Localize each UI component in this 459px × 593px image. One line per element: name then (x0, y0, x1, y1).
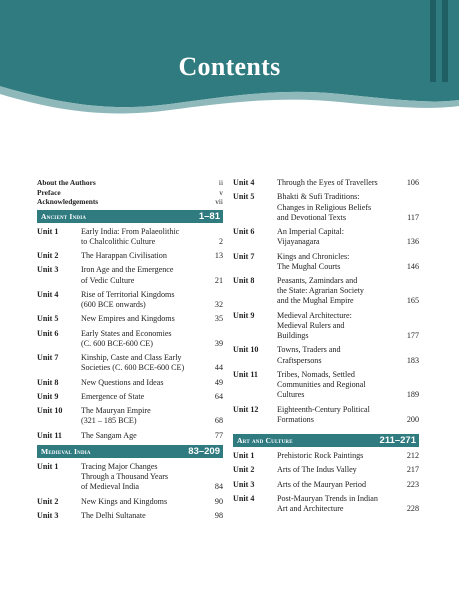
unit-title: New Questions and Ideas (81, 377, 164, 387)
unit-title: Tracing Major Changes Through a Thousand Years of Medieval India (81, 461, 169, 492)
unit-title: Bhakti & Sufi Traditions: Changes in Religious Beliefs and Devotional Texts (277, 192, 372, 222)
unit-title: The Sangam Age (81, 430, 137, 440)
toc-entry[interactable] (233, 311, 419, 342)
page-number: 212 (406, 451, 419, 461)
front-matter-item[interactable] (37, 178, 223, 188)
unit-title: New Empires and Kingdoms (81, 314, 175, 324)
unit-number: Unit 8 (37, 377, 59, 387)
unit-title: Emergence of State (81, 391, 145, 401)
unit-title: An Imperial Capital: Vijayanagara (277, 227, 344, 247)
page-number: 64 (214, 391, 223, 401)
unit-number: Unit 9 (37, 391, 59, 401)
toc-entry[interactable] (37, 227, 223, 247)
section-title: Ancient India (41, 211, 87, 221)
page-number: 84 (214, 482, 223, 492)
section-page-range: 83–209 (188, 445, 220, 457)
unit-number: Unit 1 (37, 461, 59, 471)
page-number: 32 (214, 300, 223, 309)
page-number: 21 (214, 275, 223, 285)
unit-title: Arts of The Indus Valley (277, 465, 357, 475)
unit-number: Unit 4 (233, 494, 255, 503)
unit-title: Tribes, Nomads, Settled Communities and Regional Cultures (277, 369, 366, 400)
page-number: 189 (406, 390, 419, 400)
unit-number: Unit 8 (233, 276, 255, 285)
unit-number: Unit 6 (233, 227, 255, 236)
section-header-ancient-india[interactable] (37, 210, 223, 223)
front-matter-label: Acknowledgements (37, 197, 99, 206)
toc-right-column (233, 178, 419, 519)
unit-title: Post-Mauryan Trends in Indian Art and Architecture (277, 494, 378, 514)
toc-entry[interactable] (37, 378, 223, 388)
toc-entry[interactable] (233, 451, 419, 461)
page-number: 165 (406, 296, 419, 306)
unit-number: Unit 12 (233, 404, 259, 414)
toc-left-column (37, 178, 223, 525)
page-number: 98 (214, 510, 223, 520)
toc-entry[interactable] (233, 465, 419, 475)
unit-number: Unit 7 (233, 251, 255, 261)
unit-number: Unit 9 (233, 310, 255, 320)
unit-title: The Mauryan Empire (321 – 185 BCE) (81, 406, 151, 426)
toc-entry[interactable] (233, 345, 419, 365)
page-number: 2 (218, 236, 223, 246)
page-number: 217 (406, 465, 419, 475)
unit-title: Kings and Chronicles: The Mughal Courts (277, 251, 350, 271)
unit-number: Unit 7 (37, 353, 59, 363)
section-header-art-and-culture[interactable] (233, 434, 419, 447)
unit-title: Eighteenth-Century Political Formations (277, 404, 370, 424)
toc-entry[interactable] (37, 353, 223, 373)
page-number: 49 (214, 377, 223, 387)
unit-title: Early States and Economies (C. 600 BCE-600 CE) (81, 328, 172, 348)
unit-number: Unit 11 (37, 430, 62, 440)
page-number: 146 (406, 261, 419, 271)
toc-entry[interactable] (37, 497, 223, 507)
art-unit-list (233, 451, 419, 514)
unit-title: Medieval Architecture: Medieval Rulers and Buildings (277, 310, 352, 341)
toc-entry[interactable] (233, 227, 419, 247)
page-number: vii (215, 197, 223, 206)
unit-title: The Harappan Civilisation (81, 251, 167, 260)
toc-entry[interactable] (37, 392, 223, 402)
unit-title: Through the Eyes of Travellers (277, 178, 378, 187)
unit-number: Unit 10 (233, 345, 259, 355)
unit-number: Unit 1 (37, 226, 59, 236)
toc-entry[interactable] (37, 314, 223, 324)
header-banner (0, 0, 459, 120)
unit-number: Unit 3 (37, 265, 59, 275)
toc-entry[interactable] (233, 370, 419, 401)
unit-title: Peasants, Zamindars and the State: Agrarian Society and the Mughal Empire (277, 276, 364, 306)
toc-entry[interactable] (37, 265, 223, 285)
page-number: 35 (214, 314, 223, 324)
unit-number: Unit 4 (37, 289, 59, 299)
page-number: 90 (214, 496, 223, 506)
ancient-unit-list (37, 227, 223, 441)
page-number: 106 (406, 178, 419, 187)
toc-entry[interactable] (233, 405, 419, 425)
unit-number: Unit 2 (37, 251, 59, 260)
unit-title: Early India: From Palaeolithic to Chalcolithic Culture (81, 226, 180, 246)
page-number: 77 (214, 430, 223, 440)
unit-number: Unit 5 (37, 314, 59, 324)
toc-entry[interactable] (233, 192, 419, 223)
unit-title: Prehistoric Rock Paintings (277, 451, 364, 461)
unit-title: Rise of Territorial Kingdoms (600 BCE onwards) (81, 289, 175, 309)
unit-title: Towns, Traders and Craftspersons (277, 345, 341, 365)
unit-title: Kinship, Caste and Class Early Societies (C. 600 BCE-600 CE) (81, 353, 185, 373)
unit-number: Unit 4 (233, 178, 255, 187)
unit-number: Unit 6 (37, 328, 59, 338)
unit-title: New Kings and Kingdoms (81, 496, 168, 506)
unit-number: Unit 10 (37, 406, 63, 416)
toc-entry[interactable] (233, 178, 419, 188)
unit-title: Arts of the Mauryan Period (277, 479, 367, 489)
section-page-range: 211–271 (379, 435, 416, 447)
section-title: Medieval India (41, 446, 91, 456)
page-title: Contents (178, 52, 281, 81)
front-matter-item[interactable] (37, 188, 223, 198)
section-header-medieval-india[interactable] (37, 445, 223, 458)
toc-entry[interactable] (233, 480, 419, 490)
unit-number: Unit 5 (233, 192, 255, 202)
toc-entry[interactable] (37, 406, 223, 426)
front-matter-label: About the Authors (37, 178, 96, 187)
unit-number: Unit 11 (233, 369, 258, 379)
page-number: 177 (406, 331, 419, 341)
page-number: 13 (214, 251, 223, 260)
front-matter-label: Preface (37, 187, 61, 197)
page-number: 223 (406, 479, 419, 489)
medieval-unit-list-right (233, 178, 419, 425)
page-number: 68 (214, 416, 223, 426)
section-title: Art and Culture (237, 436, 293, 446)
unit-number: Unit 3 (233, 479, 255, 489)
page-number: ii (218, 178, 223, 187)
page-number: 136 (406, 237, 419, 247)
unit-title: Iron Age and the Emergence of Vedic Culture (81, 265, 174, 285)
toc-entry[interactable] (37, 511, 223, 521)
toc-entry[interactable] (37, 329, 223, 349)
toc-entry[interactable] (233, 494, 419, 514)
toc-entry[interactable] (233, 252, 419, 272)
toc-entry[interactable] (37, 431, 223, 441)
unit-number: Unit 3 (37, 510, 59, 520)
unit-number: Unit 2 (37, 496, 59, 506)
front-matter-list (37, 178, 223, 207)
toc-entry[interactable] (37, 462, 223, 493)
toc-entry[interactable] (37, 251, 223, 261)
toc-entry[interactable] (37, 290, 223, 310)
page-number: 183 (406, 355, 419, 365)
page-number: v (219, 187, 223, 197)
page-number: 200 (406, 414, 419, 424)
page-number: 228 (406, 504, 419, 514)
page-number: 117 (407, 212, 419, 222)
page-number: 44 (214, 363, 223, 373)
front-matter-item[interactable] (37, 197, 223, 207)
medieval-unit-list-left (37, 462, 223, 521)
toc-entry[interactable] (233, 276, 419, 307)
unit-number: Unit 1 (233, 451, 255, 461)
section-page-range: 1–81 (198, 210, 220, 222)
page-number: 39 (214, 338, 223, 348)
unit-title: The Delhi Sultanate (81, 510, 146, 520)
unit-number: Unit 2 (233, 465, 255, 475)
